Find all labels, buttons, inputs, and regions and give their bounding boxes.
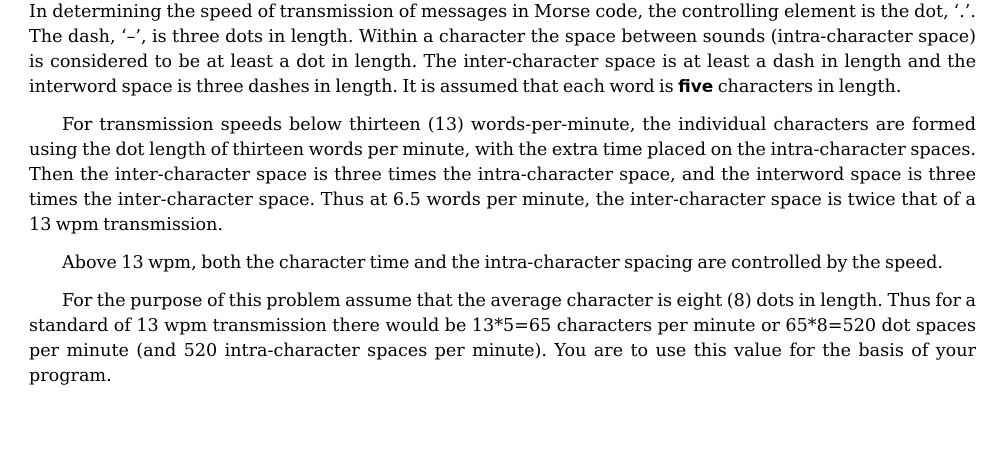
paragraph-fast-speeds: Above 13 wpm, both the character time and the intra-character spacing are controlled by the speed.	[62, 253, 943, 273]
paragraph-average-character: For the purpose of this problem assume that the average character is eight (8) dots in length. Thus for a standard of 13 wpm transmission there would be 13*5=65 characters per minute or 65*8=520 dot spaces per minute (and 520 intra-character spaces per minute). You are to use this value for the basis of your program.	[29, 291, 976, 386]
paragraph-1-text: In determining the speed of transmission of messages in Morse code, the controlling element is the dot, ‘.’. The dash, ‘–’, is three dots in length. Within a character the space between sounds (intra-character space) is considered to be at least a dot in length. The inter-character space is at least a dash in length and the interword space is three dashes in length. It is assumed that each word is	[29, 2, 976, 97]
paragraph-1-tail: characters in length.	[713, 77, 902, 97]
paragraph-slow-speeds: For transmission speeds below thirteen (13) words-per-minute, the individual characters are formed using the dot length of thirteen words per minute, with the extra time placed on the intra-character spaces. Then the inter-character space is three times the intra-character space, and the interword space is three times the inter-character space. Thus at 6.5 words per minute, the inter-character space is twice that of a 13 wpm transmission.	[29, 115, 976, 235]
paragraph-dot-dash-definitions	[29, 0, 976, 100]
emphasis-five: five	[678, 77, 714, 97]
document-body	[29, 0, 976, 402]
